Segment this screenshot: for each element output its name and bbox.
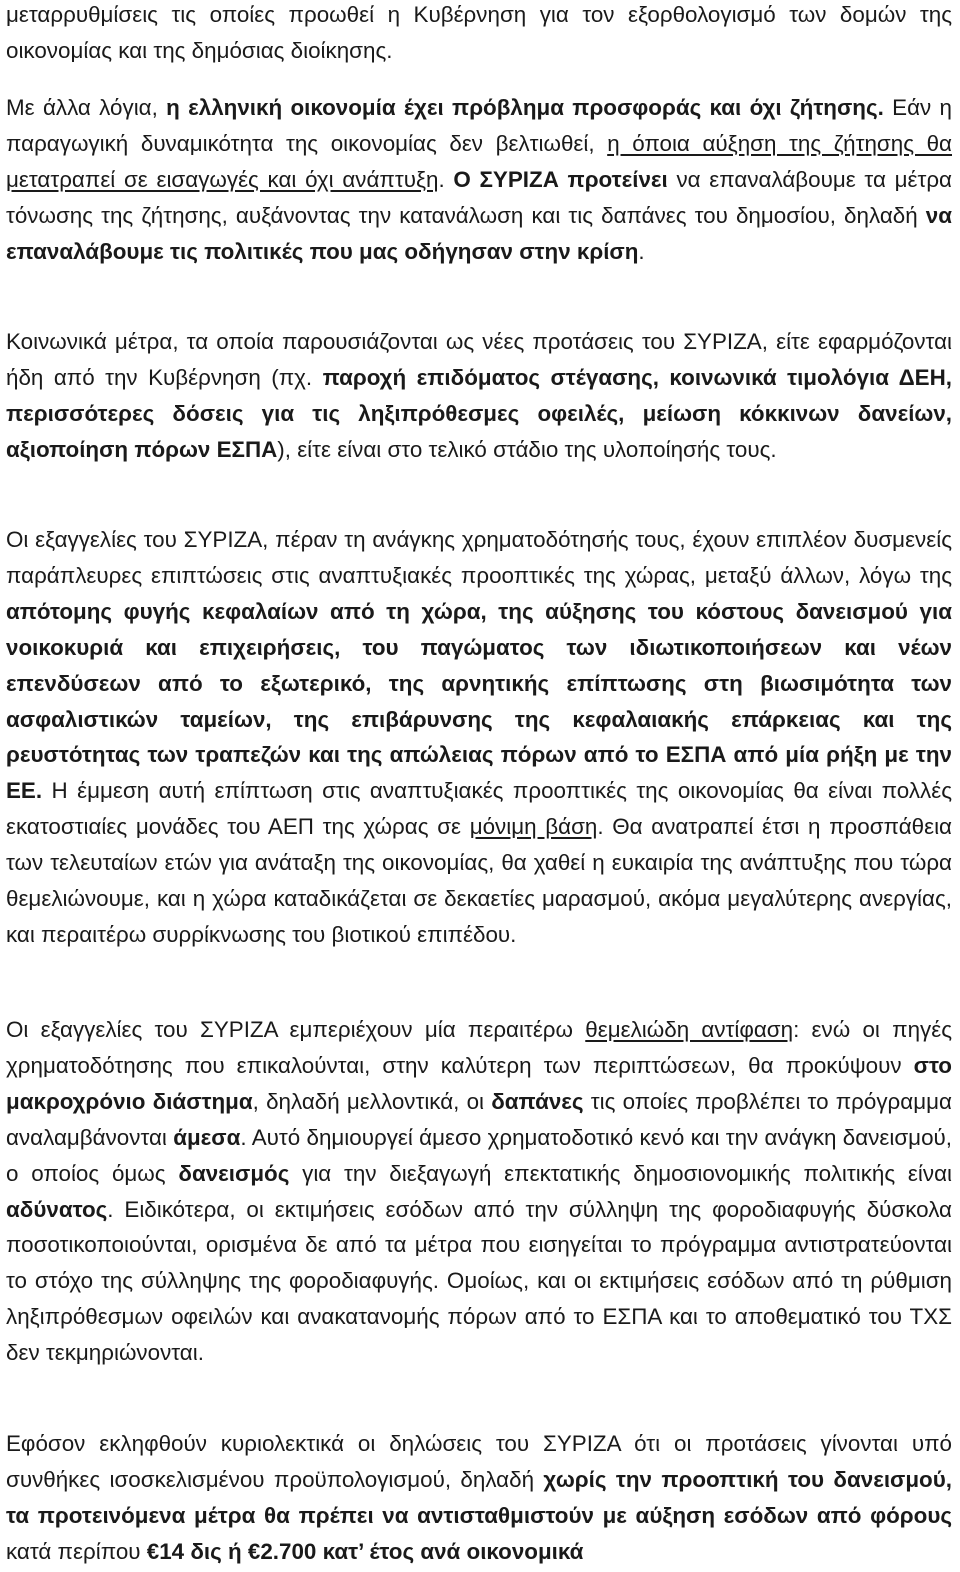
text-span: Εάν η παραγωγική δυναμικότητα της οικονομίας δεν βελτιωθεί,: [6, 95, 952, 156]
text-span: κατά περίπου: [6, 1538, 147, 1564]
underlined-text: θεμελιώδη αντίφαση: [585, 1017, 794, 1042]
bold-text: χωρίς την προοπτική του δανεισμού, τα προτεινόμενα μέτρα θα πρέπει να αντισταθμιστούν με αύξηση εσόδων από φόρους: [6, 1466, 952, 1528]
underlined-text: η όποια αύξηση της ζήτησης θα μετατραπεί σε εισαγωγές και όχι ανάπτυξη: [6, 130, 952, 192]
text-span: .: [438, 166, 454, 192]
paragraph-contradiction: [6, 1012, 952, 1371]
underlined-text: μόνιμη βάση: [469, 814, 598, 840]
text-span: . Θα ανατραπεί έτσι η προσπάθεια των τελευταίων ετών για ανάταξη της οικονομίας, θα χαθεί η ευκαιρία της ανάπτυξης που τώρα θεμελιώνουμε, και η χώρα καταδικάζεται σε δεκαετίες μαρασμού, ακόμα μεγαλύτερης ανεργίας, και περαιτέρω συρρίκνωσης του βιοτικού επιπέδου.: [6, 814, 952, 947]
bold-text: Ο ΣΥΡΙΖΑ προτείνει: [453, 166, 668, 192]
text-span: . Αυτό δημιουργεί άμεσο χρηματοδοτικό κενό και την ανάγκη δανεισμού, ο οποίος όμως: [6, 1124, 952, 1186]
paragraph-reforms: [6, 0, 952, 69]
bold-text: στο μακροχρόνιο διάστημα: [6, 1052, 952, 1114]
text-span: : ενώ οι πηγές χρηματοδότησης που επικαλούνται, στην καλύτερη των περιπτώσεων, θα προκύψουν: [6, 1017, 952, 1078]
text-span: .: [638, 238, 645, 264]
text-span: να επαναλάβουμε τα μέτρα τόνωσης της ζήτησης, αυξάνοντας την κατανάλωση και τις δαπάνες του δημοσίου, δηλαδή: [6, 166, 953, 228]
bold-text: αδύνατος: [6, 1196, 108, 1222]
bold-text: να επαναλάβουμε τις πολιτικές που μας οδήγησαν στην κρίση: [6, 202, 952, 264]
bold-text: απότομης φυγής κεφαλαίων από τη χώρα, της αύξησης του κόστους δανεισμού για νοικοκυριά και επιχειρήσεις, του παγώματος των ιδιωτικοποιήσεων και νέων επενδύσεων από το εξωτερικό, της αρνητικής επίπτωσης στη βιωσιμότητα των ασφαλιστικών ταμείων, της επιβάρυνσης της κεφαλαιακής επάρκειας και της ρευστότητας των τραπεζών και της απώλειας πόρων από το ΕΣΠΑ από μία ρήξη με την ΕΕ.: [6, 598, 952, 804]
text-span: , δηλαδή μελλοντικά, οι: [252, 1088, 492, 1114]
text-span: Οι εξαγγελίες του ΣΥΡΙΖΑ, πέραν τη ανάγκης χρηματοδότησής τους, έχουν επιπλέον δυσμενείς παράπλευρες επιπτώσεις στις αναπτυξιακές προοπτικές της χώρας, μεταξύ άλλων, λόγω της: [6, 527, 952, 588]
paragraph-side-effects: [6, 522, 952, 953]
text-span: Οι εξαγγελίες του ΣΥΡΙΖΑ εμπεριέχουν μία περαιτέρω: [6, 1017, 586, 1042]
paragraph-supply-problem: [6, 90, 952, 270]
text-span: μεταρρυθμίσεις τις οποίες προωθεί η Κυβέρνηση για τον εξορθολογισμό των δομών της οικονομίας και της δημόσιας διοίκησης.: [6, 2, 952, 63]
text-span: Κοινωνικά μέτρα, τα οποία παρουσιάζονται ως νέες προτάσεις του ΣΥΡΙΖΑ, είτε εφαρμόζονται ήδη από την Κυβέρνηση (πχ.: [6, 329, 952, 390]
bold-text: άμεσα: [173, 1124, 241, 1150]
text-span: ), είτε είναι στο τελικό στάδιο της υλοποίησής τους.: [277, 436, 777, 462]
text-span: Εφόσον εκληφθούν κυριολεκτικά οι δηλώσεις του ΣΥΡΙΖΑ ότι οι προτάσεις γίνονται υπό συνθήκες ισοσκελισμένου προϋπολογισμού, δηλαδή: [6, 1431, 952, 1492]
text-span: . Ειδικότερα, οι εκτιμήσεις εσόδων από την σύλληψη της φοροδιαφυγής δύσκολα ποσοτικοποιούνται, ορισμένα δε από τα μέτρα που εισηγείται το πρόγραμμα αντιστρατεύονται το στόχο της σύλληψης της φοροδιαφυγής. Ομοίως, και οι εκτιμήσεις εσόδων από τη ρύθμιση ληξιπρόθεσμων οφειλών και ανακατανομής πόρων από το ΕΣΠΑ και το αποθεματικό του ΤΧΣ δεν τεκμηριώνονται.: [6, 1196, 952, 1366]
bold-text: δαπάνες: [491, 1088, 584, 1114]
paragraph-balanced-budget: [6, 1426, 952, 1570]
text-span: Με άλλα λόγια,: [6, 95, 167, 120]
text-span: Η έμμεση αυτή επίπτωση στις αναπτυξιακές προοπτικές της οικονομίας θα είναι πολλές εκατοστιαίες μονάδες του ΑΕΠ της χώρας σε: [6, 778, 952, 840]
text-span: για την διεξαγωγή επεκτατικής δημοσιονομικής πολιτικής είναι: [289, 1160, 952, 1186]
paragraph-social-measures: [6, 324, 952, 468]
bold-text: δανεισμός: [178, 1160, 290, 1186]
bold-text: παροχή επιδόματος στέγασης, κοινωνικά τιμολόγια ΔΕΗ, περισσότερες δόσεις για τις ληξιπρόθεσμες οφειλές, μείωση κόκκινων δανείων, αξιοποίηση πόρων ΕΣΠΑ: [6, 364, 953, 462]
bold-text: η ελληνική οικονομία έχει πρόβλημα προσφοράς και όχι ζήτησης.: [166, 95, 884, 120]
bold-text: €14 δις ή €2.700 κατ’ έτος ανά οικονομικά: [146, 1538, 584, 1564]
text-span: τις οποίες προβλέπει το πρόγραμμα αναλαμβάνονται: [6, 1088, 952, 1150]
